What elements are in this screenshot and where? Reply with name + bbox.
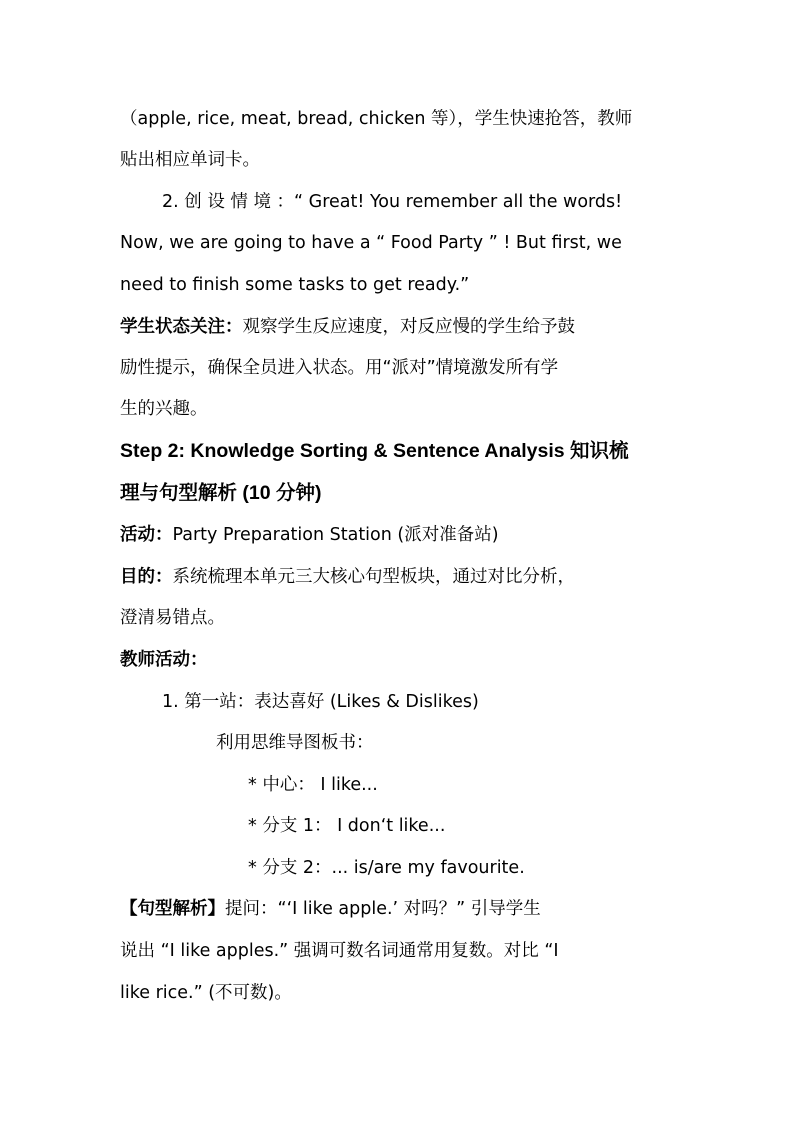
text-line-22: like rice.” (不可数)。 xyxy=(120,983,292,1003)
mindmap-line: 利用思维导图板书： xyxy=(216,733,374,753)
text-line-3: 2. 创 设 情 境 ：“ Great! You remember all the words! xyxy=(162,192,623,212)
sentence-analysis-line xyxy=(120,897,541,921)
text-line-7: 励性提示，确保全员进入状态。用“派对”情境激发所有学 xyxy=(120,358,559,378)
activity-text: Party Preparation Station (派对准备站) xyxy=(172,525,499,545)
teacher-activity-heading: 教师活动： xyxy=(120,650,208,670)
student-status-line xyxy=(120,315,575,339)
sentence-analysis-text: 提问：“‘I like apple.’ 对吗？” 引导学生 xyxy=(225,899,541,919)
sentence-analysis-label: 【句型解析】 xyxy=(120,899,225,919)
text-line-5: need to finish some tasks to get ready.” xyxy=(120,275,470,295)
activity-label: 活动： xyxy=(120,525,173,545)
text-line-1: （apple, rice, meat, bread, chicken 等），学生快速抢答，教师 xyxy=(120,109,633,129)
purpose-text: 系统梳理本单元三大核心句型板块，通过对比分析， xyxy=(172,567,575,587)
text-line-13: 澄清易错点。 xyxy=(120,608,225,628)
text-line-8: 生的兴趣。 xyxy=(120,399,208,419)
purpose-label: 目的： xyxy=(120,567,173,587)
station-1-line: 1. 第一站：表达喜好 (Likes & Dislikes) xyxy=(162,692,479,712)
bullet-center: * 中心： I like... xyxy=(248,775,378,795)
text-line-2: 贴出相应单词卡。 xyxy=(120,150,260,170)
bullet-branch-2: * 分支 2：... is/are my favourite. xyxy=(248,858,525,878)
step-2-heading: Step 2: Knowledge Sorting & Sentence Analysis 知识梳 xyxy=(120,440,629,462)
student-status-text: 观察学生反应速度，对反应慢的学生给予鼓 xyxy=(242,317,575,337)
step-2-heading-cont: 理与句型解析 (10 分钟) xyxy=(120,482,322,504)
text-line-21: 说出 “I like apples.” 强调可数名词通常用复数。对比 “I xyxy=(120,941,559,961)
text-line-4: Now, we are going to have a “ Food Party ” ! But first, we xyxy=(120,233,622,253)
activity-line xyxy=(120,523,499,547)
purpose-line xyxy=(120,565,575,589)
student-status-label: 学生状态关注： xyxy=(120,317,243,337)
bullet-branch-1: * 分支 1： I don‘t like... xyxy=(248,816,446,836)
